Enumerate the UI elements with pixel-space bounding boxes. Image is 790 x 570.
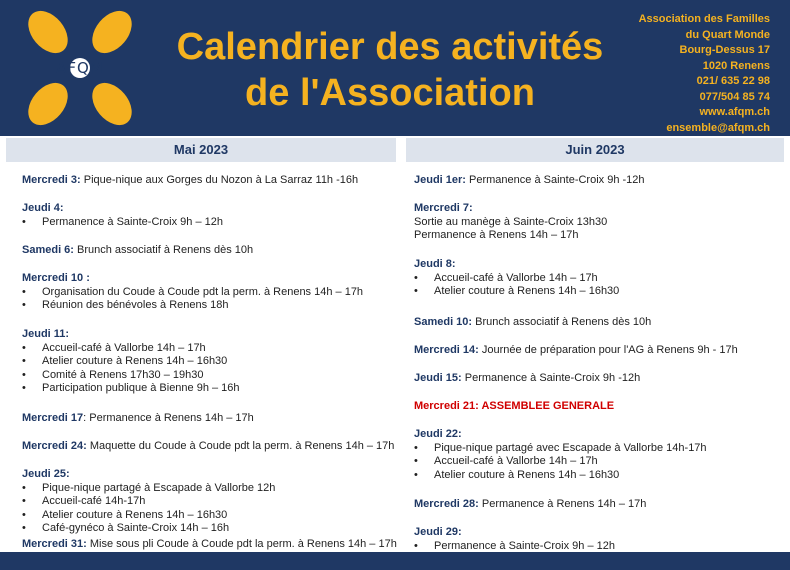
june-column [400,136,790,552]
calendar-entry: Jeudi 29: • Permanence à Sainte-Croix 9h – 12h [414,526,615,552]
list-item: • Accueil-café à Vallorbe 14h – 17h [22,342,240,356]
contact-website[interactable]: www.afqm.ch [699,106,770,118]
list-item: • Atelier couture à Renens 14h – 16h30 [22,355,240,369]
title-line-2: de l'Association [245,72,535,114]
contact-city: 1020 Renens [702,59,770,72]
list-item: • Accueil-café 14h-17h [22,495,275,509]
calendar-entry: Mercredi 24: Maquette du Coude à Coude pdt la perm. à Renens 14h – 17h [22,440,395,452]
calendar-entry: Mercredi 31: Mise sous pli Coude à Coude pdt la perm. à Renens 14h – 17h [22,538,397,550]
calendar-entry-assemblee: Mercredi 21: ASSEMBLEE GENERALE [414,400,615,412]
list-item: • Comité à Renens 17h30 – 19h30 [22,369,240,383]
calendar-entry: Jeudi 1er: Permanence à Sainte-Croix 9h -12h [414,174,645,186]
list-item: • Participation publique à Bienne 9h – 16h [22,382,240,396]
list-item: • Café-gynéco à Sainte-Croix 14h – 16h [22,522,275,536]
calendar-entry: Jeudi 22: • Pique-nique partagé avec Escapade à Vallorbe 14h-17h • Accueil-café à Vallorbe 14h – 17h • Atelier couture à Renens 14h – 16h30 [414,428,707,482]
contact-org: Association des Familles [638,13,770,25]
list-item: • Pique-nique partagé à Escapade à Vallorbe 12h [22,482,275,496]
afqm-logo [0,0,150,136]
header-banner [0,0,790,136]
calendar-entry: Samedi 10: Brunch associatif à Renens dès 10h [414,316,652,328]
contact-org-2: du Quart Monde [685,28,770,41]
calendar-entry: Mercredi 17: Permanence à Renens 14h – 17h [22,412,254,424]
may-column [0,136,400,552]
logo-text: AFQM [56,59,104,77]
list-item: • Permanence à Sainte-Croix 9h – 12h [414,540,615,553]
calendar-entry: Mercredi 3: Pique-nique aux Gorges du Nozon à La Sarraz 11h -16h [22,174,359,186]
calendar-entry: Jeudi 25: • Pique-nique partagé à Escapade à Vallorbe 12h • Accueil-café 14h-17h • Atelier couture à Renens 14h – 16h30 • Café-gynéco à Sainte-Croix 14h – 16h [22,468,275,536]
calendar-entry: Mercredi 28: Permanence à Renens 14h – 17h [414,498,647,510]
contact-phone-2: 077/504 85 74 [699,90,770,103]
calendar-entry: Samedi 6: Brunch associatif à Renens dès 10h [22,244,254,256]
calendar-entry: Jeudi 8: • Accueil-café à Vallorbe 14h – 17h • Atelier couture à Renens 14h – 16h30 [414,258,619,299]
calendar-entry: Mercredi 7: Sortie au manège à Sainte-Croix 13h30 Permanence à Renens 14h – 17h [414,202,608,241]
calendar-entry: Jeudi 4: • Permanence à Sainte-Croix 9h – 12h [22,202,223,229]
list-item: Permanence à Renens 14h – 17h [414,229,579,241]
list-item: • Accueil-café à Vallorbe 14h – 17h [414,272,619,286]
list-item: • Organisation du Coude à Coude pdt la perm. à Renens 14h – 17h [22,286,363,300]
calendar-entry: Mercredi 10 : • Organisation du Coude à Coude pdt la perm. à Renens 14h – 17h • Réunion des bénévoles à Renens 18h [22,272,363,313]
list-item: • Atelier couture à Renens 14h – 16h30 [414,285,619,299]
calendar-entry: Jeudi 15: Permanence à Sainte-Croix 9h -12h [414,372,641,384]
list-item: • Atelier couture à Renens 14h – 16h30 [22,509,275,523]
list-item: • Pique-nique partagé avec Escapade à Vallorbe 14h-17h [414,442,707,456]
month-header-june: Juin 2023 [406,138,784,162]
calendar-entry: Jeudi 11: • Accueil-café à Vallorbe 14h – 17h • Atelier couture à Renens 14h – 16h30 • Comité à Renens 17h30 – 19h30 • Participation publique à Bienne 9h – 16h [22,328,240,396]
calendar-entry: Mercredi 14: Journée de préparation pour l'AG à Renens 9h - 17h [414,344,738,356]
page-title [150,24,630,116]
title-line-1: Calendrier des activités [176,26,604,68]
list-item: • Permanence à Sainte-Croix 9h – 12h [22,216,223,230]
footer-bar [0,552,790,570]
contact-phone-1: 021/ 635 22 98 [696,75,770,87]
list-item: Sortie au manège à Sainte-Croix 13h30 [414,215,608,228]
contact-block [639,12,770,136]
list-item: • Atelier couture à Renens 14h – 16h30 [414,469,707,483]
contact-street: Bourg-Dessus 17 [679,44,770,56]
contact-email[interactable]: ensemble@afqm.ch [666,121,770,134]
list-item: • Accueil-café à Vallorbe 14h – 17h [414,455,707,469]
list-item: • Réunion des bénévoles à Renens 18h [22,299,363,313]
month-header-may: Mai 2023 [6,138,396,162]
